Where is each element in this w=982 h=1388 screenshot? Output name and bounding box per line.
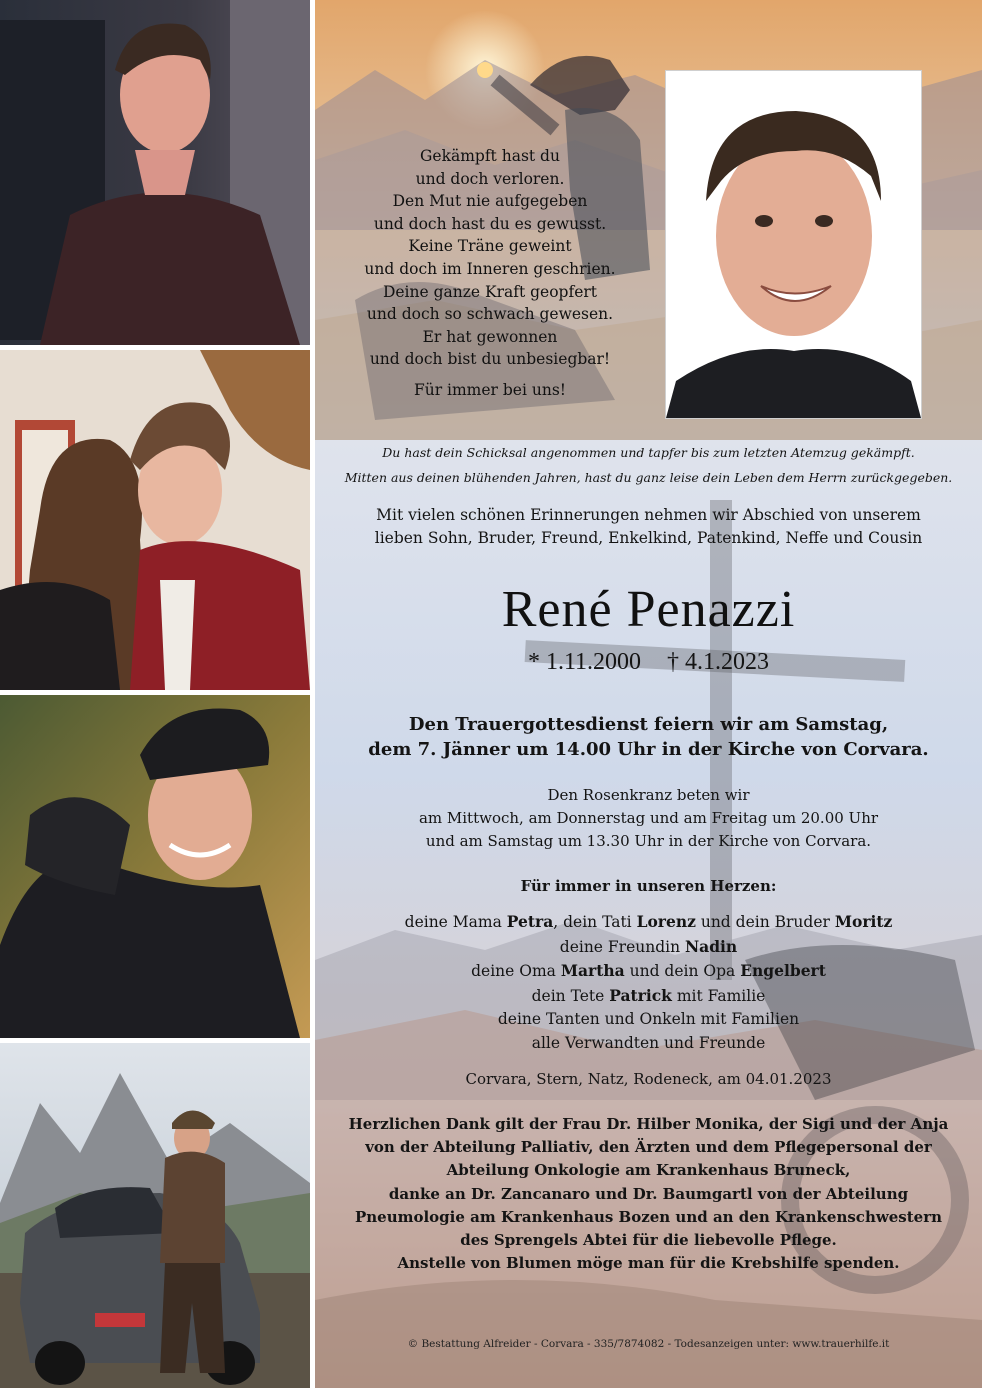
mourners-line: dein Tete Patrick mit Familie <box>531 985 766 1005</box>
thanks-line: Pneumologie am Krankenhaus Bozen und an den Krankenschwestern <box>354 1207 943 1226</box>
service-line-2: dem 7. Jänner um 14.00 Uhr in der Kirche von Corvara. <box>368 739 929 760</box>
mourners-line: deine Mama Petra, dein Tati Lorenz und dein Bruder Moritz <box>404 912 893 931</box>
tribute-text <box>315 440 982 490</box>
deceased-name: René Penazzi <box>501 581 796 638</box>
farewell-line-2: lieben Sohn, Bruder, Freund, Enkelkind, Patenkind, Neffe und Cousin <box>374 529 923 547</box>
tribute-line-1: Du hast dein Schicksal angenommen und tapfer bis zum letzten Atemzug gekämpft. <box>382 445 915 460</box>
poem-line: und doch im Inneren geschrien. <box>364 259 616 278</box>
mourners-list <box>315 910 982 1055</box>
mourners-line: deine Freundin Nadin <box>559 936 738 956</box>
poem-line: und doch so schwach gewesen. <box>366 305 614 324</box>
photo-couple <box>0 350 310 690</box>
obituary-content <box>315 440 982 1275</box>
death-date: † 4.1.2023 <box>667 649 770 675</box>
rosary-line-1: Den Rosenkranz beten wir <box>547 786 750 804</box>
life-dates <box>315 648 982 676</box>
farewell-line-1: Mit vielen schönen Erinnerungen nehmen wir Abschied von unserem <box>376 506 921 524</box>
rosary-line-2: am Mittwoch, am Donnerstag und am Freitag um 20.00 Uhr <box>418 809 879 827</box>
poem-line: Keine Träne geweint <box>408 237 572 256</box>
footer-credit: © Bestattung Alfreider - Corvara - 335/7874082 - Todesanzeigen unter: www.trauerhilfe.it <box>407 1338 890 1350</box>
farewell-text <box>315 504 982 550</box>
mourners-line: deine Tanten und Onkeln mit Familien <box>497 1010 800 1028</box>
poem-line: Gekämpft hast du <box>420 147 560 165</box>
thanks-line: des Sprengels Abtei für die liebevolle Pflege. <box>460 1231 837 1250</box>
poem-line: und doch verloren. <box>415 169 565 188</box>
tribute-line-2: Mitten aus deinen blühenden Jahren, hast du ganz leise dein Leben dem Herrn zurückgegeben. <box>344 470 953 485</box>
poem-line: Er hat gewonnen <box>422 327 558 346</box>
obituary-main <box>315 0 982 1388</box>
thanks-line: Herzlichen Dank gilt der Frau Dr. Hilber Monika, der Sigi und der Anja <box>348 1115 949 1133</box>
place-and-date: Corvara, Stern, Natz, Rodeneck, am 04.01.2023 <box>465 1070 832 1088</box>
poem-line: und doch bist du unbesiegbar! <box>369 350 611 369</box>
poem-line: und doch hast du es gewusst. <box>373 214 607 233</box>
poem-line: Deine ganze Kraft geopfert <box>382 282 598 301</box>
mourners-heading: Für immer in unseren Herzen: <box>520 877 777 895</box>
thanks-line: Abteilung Onkologie am Krankenhaus Bruneck, <box>446 1161 851 1180</box>
funeral-service <box>315 712 982 762</box>
thanks-line: Anstelle von Blumen möge man für die Krebshilfe spenden. <box>397 1254 900 1273</box>
photo-forest-hoodie <box>0 695 310 1038</box>
photo-car-mountains <box>0 1043 310 1388</box>
deceased-portrait <box>665 70 922 419</box>
mourners-line: deine Oma Martha und dein Opa Engelbert <box>471 961 826 980</box>
mourners-line: alle Verwandten und Freunde <box>531 1033 766 1052</box>
poem <box>335 145 645 402</box>
thanks-line: von der Abteilung Palliativ, den Ärzten und dem Pflegepersonal der <box>365 1138 932 1157</box>
photo-workshop-portrait <box>0 0 310 345</box>
birth-date: * 1.11.2000 <box>527 649 642 675</box>
service-line-1: Den Trauergottesdienst feiern wir am Samstag, <box>408 714 889 735</box>
thanks-line: danke an Dr. Zancanaro und Dr. Baumgartl von der Abteilung <box>388 1184 909 1203</box>
acknowledgements <box>315 1113 982 1275</box>
rosary-line-3: und am Samstag um 13.30 Uhr in der Kirche von Corvara. <box>425 832 872 850</box>
rosary-info <box>315 784 982 853</box>
poem-closing: Für immer bei uns! <box>413 380 567 399</box>
poem-line: Den Mut nie aufgegeben <box>392 192 588 211</box>
